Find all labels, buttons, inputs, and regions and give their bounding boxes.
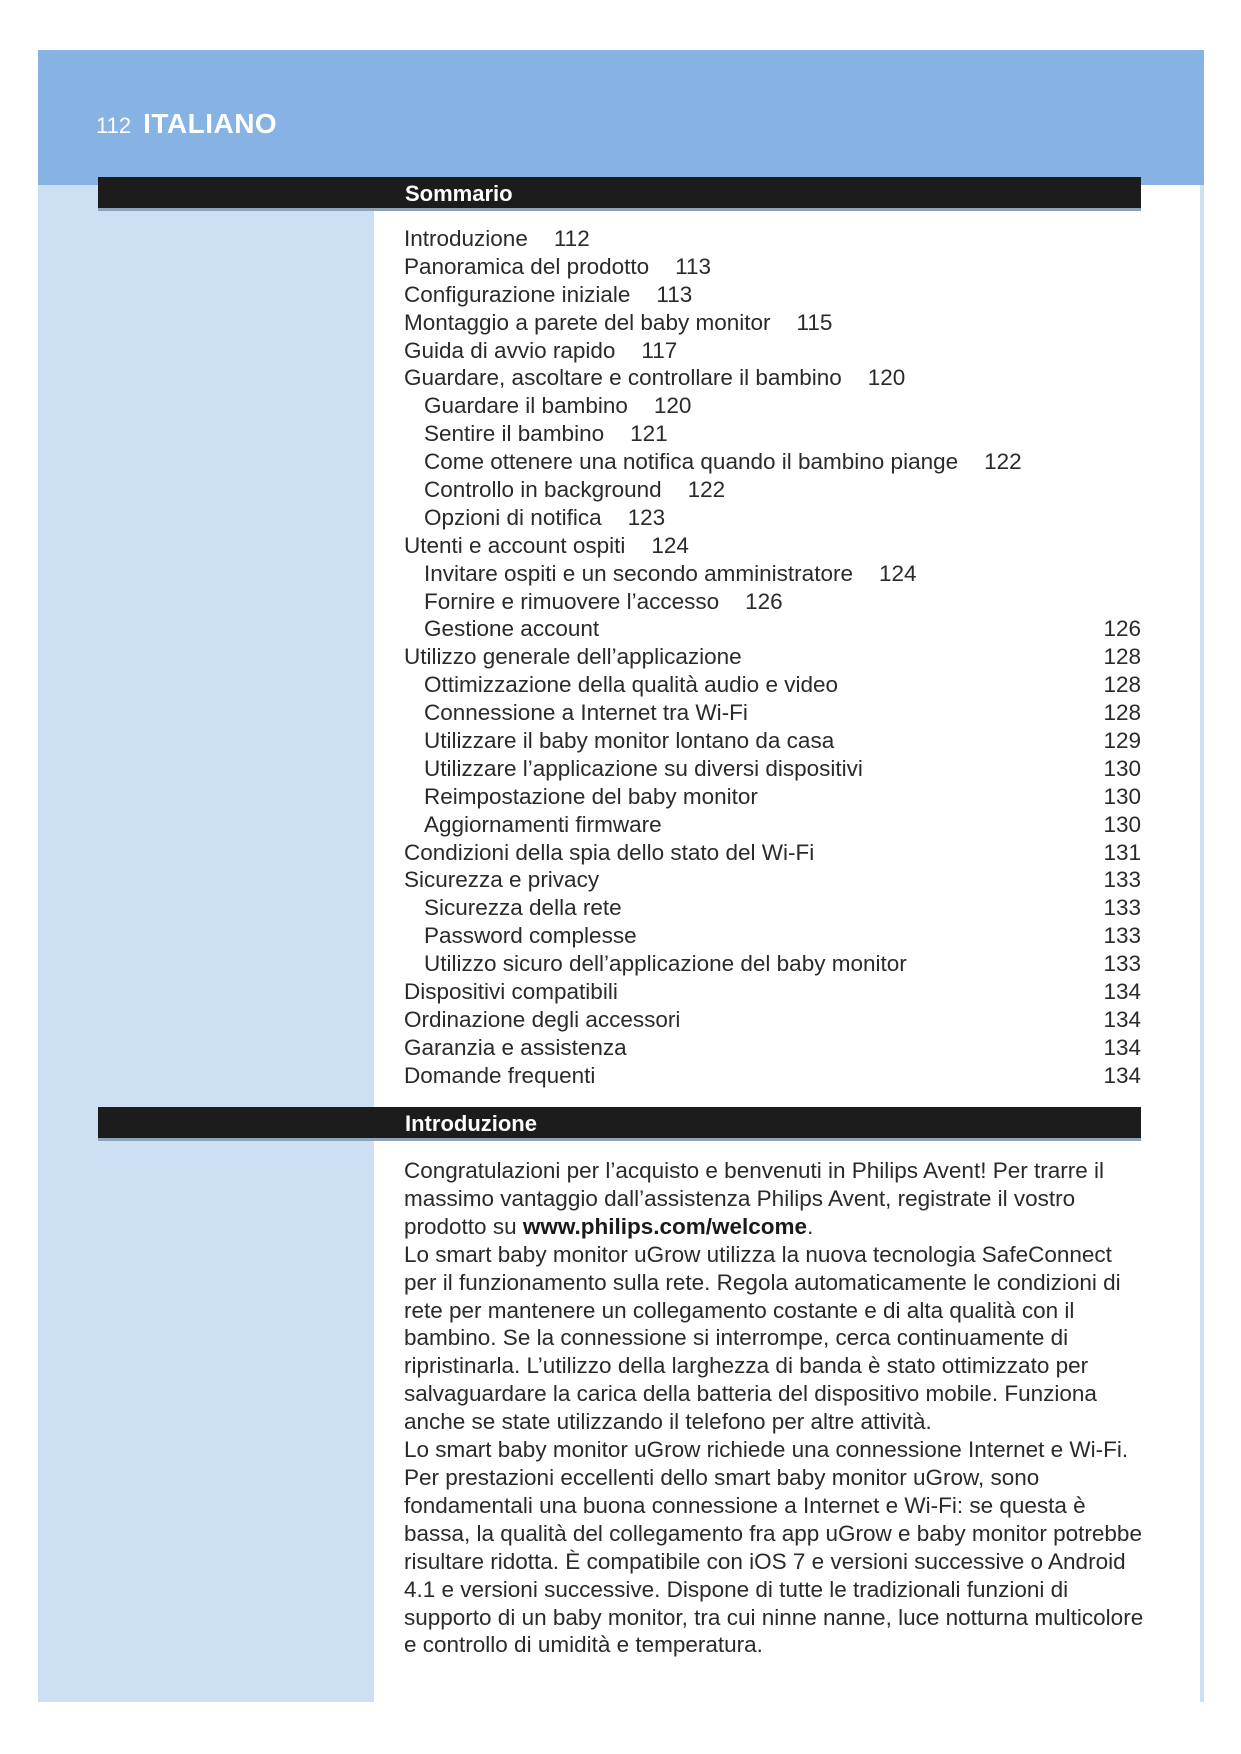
toc-entry-label: Domande frequenti	[404, 1062, 596, 1088]
toc-entry[interactable]	[404, 392, 1141, 420]
toc-entry-label: Ottimizzazione della qualità audio e video	[424, 672, 838, 698]
toc-entry[interactable]	[404, 783, 1141, 811]
intro-text: .	[807, 1213, 814, 1239]
toc-entry-label: Panoramica del prodotto	[404, 253, 650, 279]
toc-entry-label: Configurazione iniziale	[404, 281, 631, 307]
page-header	[96, 108, 277, 140]
toc-entry-page: 130	[1103, 755, 1141, 781]
toc-entry-label: Reimpostazione del baby monitor	[424, 783, 758, 809]
toc-entry-label: Come ottenere una notifica quando il bambino piange	[424, 449, 959, 475]
toc-entry-label: Garanzia e assistenza	[404, 1034, 627, 1060]
toc-entry-page: 134	[1103, 1006, 1141, 1032]
toc-entry-label: Sicurezza della rete	[424, 895, 622, 921]
left-margin-column	[38, 185, 374, 1702]
toc-entry-label: Fornire e rimuovere l’accesso	[424, 588, 720, 614]
toc-entry[interactable]	[404, 839, 1141, 867]
toc-entry[interactable]	[404, 253, 1141, 281]
toc-entry-page: 123	[627, 504, 666, 530]
toc-entry[interactable]	[404, 504, 1141, 532]
toc-entry-label: Guardare, ascoltare e controllare il bambino	[404, 365, 842, 391]
section-title: Introduzione	[405, 1111, 537, 1136]
toc-entry[interactable]	[404, 811, 1141, 839]
toc-entry-label: Utilizzare il baby monitor lontano da casa	[424, 728, 835, 754]
welcome-link[interactable]: www.philips.com/welcome	[522, 1213, 808, 1239]
toc-entry[interactable]	[404, 950, 1141, 978]
right-margin-strip	[1200, 185, 1204, 1702]
toc-entry-label: Invitare ospiti e un secondo amministratore	[424, 560, 853, 586]
toc-entry[interactable]	[404, 615, 1141, 643]
toc-entry-label: Controllo in background	[424, 477, 662, 503]
toc-entry[interactable]	[404, 671, 1141, 699]
toc-entry-label: Guida di avvio rapido	[404, 337, 616, 363]
toc-entry-label: Gestione account	[424, 616, 600, 642]
toc-entry-label: Aggiornamenti firmware	[424, 811, 662, 837]
toc-entry-page: 120	[653, 393, 692, 419]
toc-entry[interactable]	[404, 1006, 1141, 1034]
toc-entry-page: 112	[553, 226, 590, 251]
toc-entry-page: 133	[1103, 895, 1141, 921]
toc-entry-page: 133	[1103, 923, 1141, 949]
section-header-introduzione	[98, 1107, 1141, 1141]
toc-entry-label: Password complesse	[424, 923, 637, 949]
toc-entry-page: 130	[1103, 783, 1141, 809]
toc-entry[interactable]	[404, 978, 1141, 1006]
intro-paragraph: Lo smart baby monitor uGrow richiede una connessione Internet e Wi-Fi. Per prestazioni eccellenti dello smart baby monitor uGrow, sono fondamentali una buona connessione a Internet e Wi-Fi: se questa è bassa, la qualità del collegamento fra app uGrow e baby monitor potrebbe risultare ridotta. È compatibile con iOS 7 e versioni successive o Android 4.1 e versioni successive. Dispone di tutte le tradizionali funzioni di supporto di un baby monitor, tra cui ninne nanne, luce notturna multicolore e controllo di umidità e temperatura.	[404, 1437, 1144, 1658]
toc-entry-label: Guardare il bambino	[424, 393, 628, 419]
toc-entry-page: 115	[796, 309, 833, 335]
toc-entry[interactable]	[404, 894, 1141, 922]
toc-entry-label: Introduzione	[404, 226, 528, 251]
toc-entry-page: 134	[1103, 1034, 1141, 1060]
toc-entry[interactable]	[404, 588, 1141, 616]
toc-entry-label: Ordinazione degli accessori	[404, 1006, 681, 1032]
introduction-body	[404, 1157, 1144, 1659]
toc-entry[interactable]	[404, 643, 1141, 671]
toc-entry-page: 122	[984, 449, 1022, 475]
language-title: ITALIANO	[143, 108, 278, 139]
page-number: 112	[96, 113, 132, 138]
intro-paragraph: Lo smart baby monitor uGrow utilizza la nuova tecnologia SafeConnect per il funzionamento sulla rete. Regola automaticamente le condizioni di rete per mantenere un collegamento costante e di alta qualità con il bambino. Se la connessione si interrompe, cerca continuamente di ripristinarla. L’utilizzo della larghezza di banda è stato ottimizzato per salvaguardare la carica della batteria del dispositivo mobile. Funziona anche se state utilizzando il telefono per altre attività.	[404, 1241, 1121, 1435]
toc-entry-page: 126	[1103, 616, 1141, 642]
toc-entry-page: 134	[1103, 979, 1141, 1005]
toc-entry[interactable]	[404, 1034, 1141, 1062]
toc-entry[interactable]	[404, 337, 1141, 365]
toc-entry[interactable]	[404, 755, 1141, 783]
toc-entry-page: 134	[1103, 1062, 1141, 1088]
toc-entry-page: 128	[1103, 644, 1141, 670]
toc-entry[interactable]	[404, 225, 1141, 253]
toc-entry-label: Utilizzare l’applicazione su diversi dispositivi	[424, 755, 863, 781]
toc-entry[interactable]	[404, 1062, 1141, 1090]
toc-entry-page: 124	[878, 560, 917, 586]
toc-entry-page: 131	[1103, 839, 1141, 865]
toc-entry-label: Sentire il bambino	[424, 421, 605, 447]
toc-entry-page: 117	[641, 337, 678, 363]
toc-entry[interactable]	[404, 727, 1141, 755]
toc-entry-label: Utilizzo generale dell’applicazione	[404, 644, 742, 670]
toc-entry-label: Utilizzo sicuro dell’applicazione del baby monitor	[424, 951, 907, 977]
toc-entry-page: 130	[1103, 811, 1141, 837]
toc-entry[interactable]	[404, 922, 1141, 950]
toc-entry-page: 113	[675, 253, 712, 279]
toc-entry[interactable]	[404, 532, 1141, 560]
section-title: Sommario	[405, 181, 513, 206]
toc-entry-label: Sicurezza e privacy	[404, 867, 600, 893]
toc-entry-page: 124	[651, 532, 689, 558]
toc-entry-page: 122	[687, 477, 726, 503]
toc-entry[interactable]	[404, 560, 1141, 588]
toc-entry-page: 129	[1103, 728, 1141, 754]
toc-entry[interactable]	[404, 281, 1141, 309]
toc-entry-label: Montaggio a parete del baby monitor	[404, 309, 771, 335]
intro-text: Congratulazioni per l’acquisto e benvenuti in Philips Avent! Per trarre il massimo vantaggio dall’assistenza Philips Avent, registrate il vostro prodotto su	[404, 1158, 1104, 1239]
toc-entry-page: 128	[1103, 700, 1141, 726]
toc-entry[interactable]	[404, 448, 1141, 476]
toc-entry-label: Opzioni di notifica	[424, 504, 602, 530]
toc-entry-page: 133	[1103, 951, 1141, 977]
toc-entry-page: 120	[867, 365, 906, 391]
toc-entry-label: Dispositivi compatibili	[404, 979, 618, 1005]
toc-entry-page: 121	[630, 421, 668, 447]
toc-entry-label: Connessione a Internet tra Wi-Fi	[424, 700, 748, 726]
toc-entry-page: 113	[656, 281, 693, 307]
table-of-contents	[404, 225, 1141, 1090]
toc-entry-page: 133	[1103, 867, 1141, 893]
toc-entry[interactable]	[404, 866, 1141, 894]
toc-entry-label: Utenti e account ospiti	[404, 532, 626, 558]
intro-paragraph	[404, 1157, 1144, 1241]
toc-entry[interactable]	[404, 699, 1141, 727]
toc-entry[interactable]	[404, 476, 1141, 504]
toc-entry[interactable]	[404, 309, 1141, 337]
toc-entry-label: Condizioni della spia dello stato del Wi-Fi	[404, 839, 815, 865]
toc-entry[interactable]	[404, 420, 1141, 448]
toc-entry-page: 128	[1103, 672, 1141, 698]
section-header-sommario	[98, 177, 1141, 211]
toc-entry[interactable]	[404, 364, 1141, 392]
toc-entry-page: 126	[745, 588, 783, 614]
